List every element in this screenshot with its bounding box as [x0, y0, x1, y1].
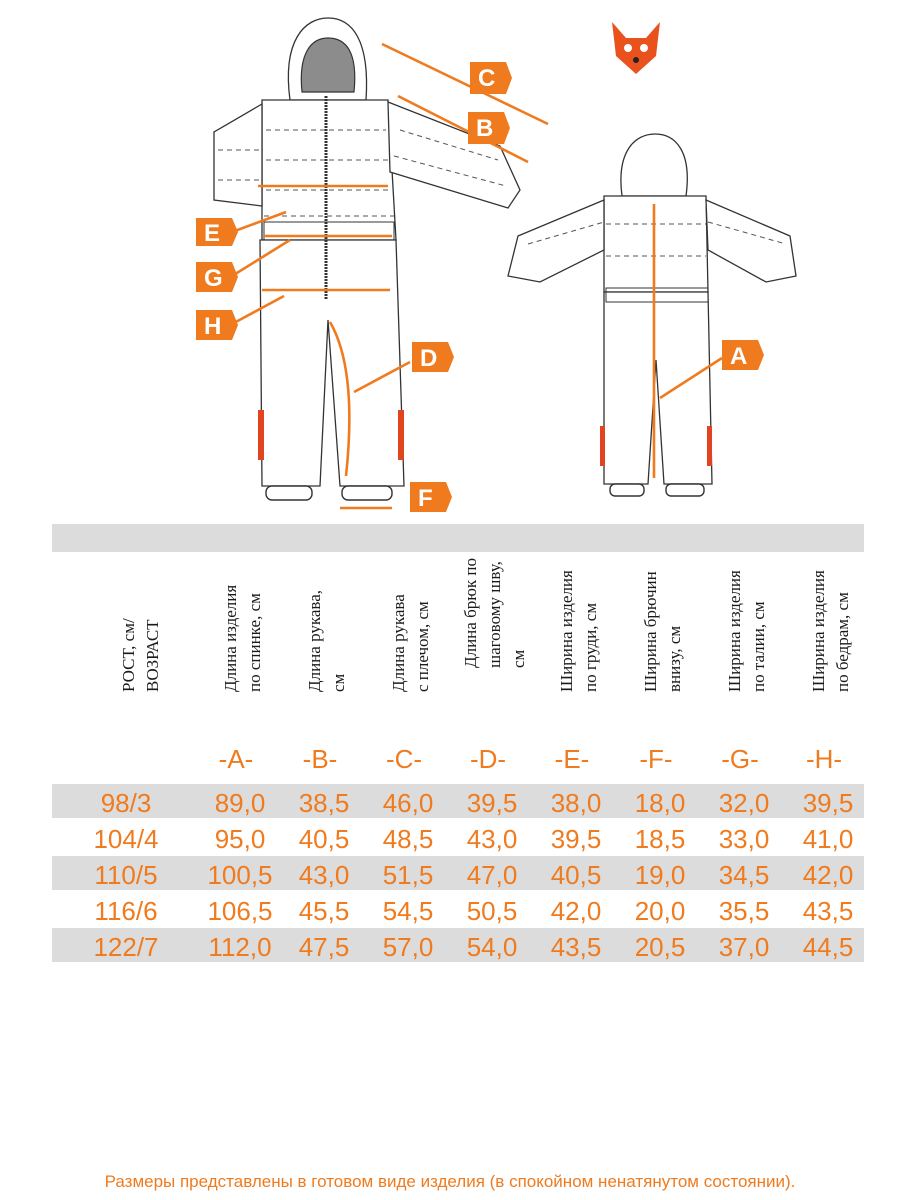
tag-b	[468, 112, 510, 144]
cell-value: 42,0	[550, 896, 602, 926]
tag-f	[410, 482, 452, 512]
svg-text:B: B	[476, 115, 494, 142]
letter-code: -H-	[805, 744, 843, 774]
svg-text:A: A	[730, 343, 748, 370]
tag-g	[196, 262, 238, 292]
header-text: Ширина брючин внизу, см	[641, 571, 684, 692]
logo-letter-s: S	[738, 11, 785, 84]
cell-value: 45,5	[298, 896, 350, 926]
cell-value: 95,0	[214, 824, 266, 854]
header-text: Длина изделия по спинке, см	[221, 584, 264, 692]
cell-value: 47,5	[298, 932, 350, 962]
svg-text:E: E	[204, 220, 221, 247]
cell-value: 51,5	[382, 860, 434, 890]
table-column-headers	[0, 557, 900, 740]
cell-value: 37,0	[718, 932, 770, 962]
cell-value: 57,0	[382, 932, 434, 962]
back-view-drawing	[508, 134, 796, 496]
cell-value: 44,5	[802, 932, 854, 962]
cell-value: 112,0	[208, 932, 272, 962]
cell-size: 116/6	[94, 896, 158, 926]
svg-text:C: C	[478, 65, 496, 92]
cell-value: 54,5	[382, 896, 434, 926]
cell-value: 35,5	[718, 896, 770, 926]
cell-size: 104/4	[93, 824, 159, 854]
tag-h	[196, 310, 238, 340]
cell-value: 38,0	[550, 788, 602, 818]
letter-code: -B-	[302, 744, 338, 774]
header-text: Длина рукава с плечом, см	[389, 594, 432, 692]
logo-letter-u: U	[794, 11, 845, 84]
cell-value: 39,5	[550, 824, 602, 854]
cell-value: 43,5	[550, 932, 602, 962]
header-col-5	[544, 560, 614, 740]
cell-value: 89,0	[214, 788, 266, 818]
cell-value: 20,5	[634, 932, 686, 962]
header-col-3	[376, 560, 446, 740]
header-text: РОСТ, см/ ВОЗРАСТ	[119, 618, 162, 692]
tag-e	[196, 218, 238, 247]
cell-value: 32,0	[718, 788, 770, 818]
letter-code: -F-	[639, 744, 673, 774]
cell-value: 47,0	[466, 860, 518, 890]
cell-value: 100,5	[207, 860, 273, 890]
table-row	[52, 856, 864, 890]
cell-size: 110/5	[94, 860, 158, 890]
tag-c	[470, 62, 512, 94]
letter-code: -C-	[385, 744, 423, 774]
cell-value: 46,0	[382, 788, 434, 818]
svg-text:G: G	[204, 265, 223, 292]
fox-mascot-icon	[612, 22, 660, 74]
cell-value: 43,5	[802, 896, 854, 926]
table-row	[52, 784, 864, 818]
cell-value: 48,5	[382, 824, 434, 854]
svg-text:H: H	[204, 313, 222, 340]
header-col-4	[460, 557, 530, 740]
cell-value: 19,0	[634, 860, 686, 890]
table-letter-codes	[0, 744, 900, 776]
tag-d	[412, 342, 454, 372]
cell-value: 39,5	[466, 788, 518, 818]
cell-value: 18,5	[634, 824, 686, 854]
footnote: Размеры представлены в готовом виде изделия (в спокойном ненатянутом состоянии).	[104, 1172, 796, 1191]
cell-value: 43,0	[298, 860, 350, 890]
cell-value: 42,0	[802, 860, 854, 890]
header-col-2	[292, 560, 362, 740]
cell-value: 34,5	[718, 860, 770, 890]
cell-value: 39,5	[802, 788, 854, 818]
table-row	[52, 892, 864, 926]
table-row	[52, 928, 864, 962]
cell-value: 43,0	[466, 824, 518, 854]
header-col-1	[208, 560, 278, 740]
logo-letter-k: K	[664, 11, 715, 84]
svg-text:D: D	[420, 345, 438, 372]
cell-value: 18,0	[634, 788, 686, 818]
letter-code: -G-	[721, 744, 759, 774]
cell-value: 41,0	[802, 824, 854, 854]
cell-value: 33,0	[718, 824, 770, 854]
letter-code: -E-	[554, 744, 590, 774]
header-text: Длина рукава, см	[305, 590, 348, 692]
tag-a	[722, 340, 764, 370]
header-col-7	[712, 560, 782, 740]
cell-value: 38,5	[298, 788, 350, 818]
cell-value: 40,5	[298, 824, 350, 854]
header-col-8	[796, 560, 866, 740]
header-text: Ширина изделия по бедрам, см	[809, 570, 852, 692]
cell-size: 98/3	[100, 788, 152, 818]
kisu-logo	[606, 4, 866, 84]
cell-size: 122/7	[93, 932, 159, 962]
svg-text:F: F	[418, 485, 433, 512]
cell-value: 20,0	[634, 896, 686, 926]
logo-letters	[664, 11, 845, 84]
header-text: Ширина изделия по груди, см	[557, 570, 600, 692]
header-text: Длина брюк по шаговому шву, см	[461, 557, 528, 668]
cell-value: 106,5	[207, 896, 273, 926]
cell-value: 40,5	[550, 860, 602, 890]
letter-code: -D-	[469, 744, 507, 774]
cell-value: 50,5	[466, 896, 518, 926]
header-col-6	[628, 560, 698, 740]
header-band	[52, 524, 864, 552]
header-text: Ширина изделия по талии, см	[725, 570, 768, 692]
logo-letter-i: I	[714, 11, 734, 84]
table-row	[52, 820, 864, 854]
cell-value: 54,0	[466, 932, 518, 962]
header-size-age	[106, 560, 176, 740]
letter-code: -A-	[218, 744, 254, 774]
